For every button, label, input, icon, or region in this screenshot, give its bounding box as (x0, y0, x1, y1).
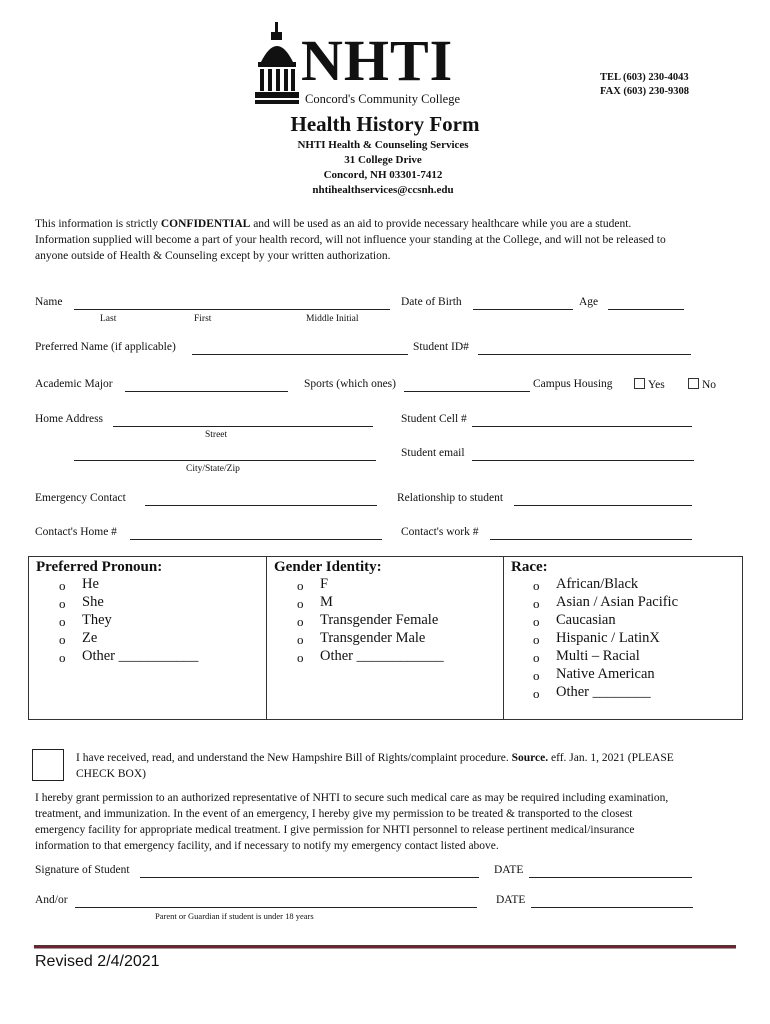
gender-column: Gender Identity: o F o M o Transgender Female o Transgender Male o Other ____________ (266, 557, 504, 719)
race-option[interactable]: Native American (556, 666, 655, 682)
intro-paragraph: This information is strictly CONFIDENTIAL and will be used as an aid to provide necessary healthcare while you are a student. Information supplied will become a part of your health record, will not influence your standing at the College, and will not be released to anyone outside of Health & Counseling except by your written authorization. (35, 218, 666, 262)
guardian-caption: Parent or Guardian if student is under 18 years (155, 911, 314, 921)
gender-title: Gender Identity: (274, 559, 382, 575)
guardian-signature-field[interactable] (75, 907, 477, 908)
dob-field[interactable] (473, 309, 573, 310)
contact-work-field[interactable] (490, 539, 692, 540)
academic-major-field[interactable] (125, 391, 288, 392)
student-date-field[interactable] (529, 877, 692, 878)
race-option[interactable]: Other ________ (556, 684, 651, 700)
guardian-date-field[interactable] (531, 907, 693, 908)
emergency-contact-label: Emergency Contact (35, 492, 126, 504)
street-field[interactable] (113, 426, 373, 427)
pronoun-option[interactable]: Ze (82, 630, 98, 646)
race-option[interactable]: Asian / Asian Pacific (556, 594, 679, 610)
name-first-caption: First (194, 314, 212, 324)
identity-table (28, 556, 743, 720)
tel-number: TEL (603) 230-4043 (600, 72, 689, 83)
relationship-field[interactable] (514, 505, 692, 506)
pronoun-title: Preferred Pronoun: (36, 559, 163, 575)
student-date-label: DATE (494, 864, 524, 876)
fax-number: FAX (603) 230-9308 (600, 86, 690, 97)
age-field[interactable] (608, 309, 684, 310)
preferred-name-label: Preferred Name (if applicable) (35, 341, 176, 353)
name-label: Name (35, 296, 63, 308)
name-field[interactable] (74, 309, 390, 310)
pronoun-column: Preferred Pronoun: o He o She o They o Ze o Other ___________ (29, 557, 267, 719)
housing-yes-option[interactable]: Yes (634, 378, 665, 391)
race-option[interactable]: Multi – Racial (556, 648, 640, 664)
pronoun-option[interactable]: He (82, 576, 99, 592)
student-id-field[interactable] (478, 354, 691, 355)
student-signature-label: Signature of Student (35, 864, 130, 876)
address-line: NHTI Health & Counseling Services (297, 139, 469, 151)
address-line: Concord, NH 03301-7412 (323, 169, 443, 181)
dob-label: Date of Birth (401, 296, 462, 308)
city-state-zip-field[interactable] (74, 460, 376, 461)
academic-major-label: Academic Major (35, 378, 113, 390)
revised-date: Revised 2/4/2021 (35, 953, 160, 970)
footer-divider (34, 945, 736, 949)
permission-paragraph: I hereby grant permission to an authorized representative of NHTI to secure such medical care as may be required including examination, treatment, and immunization. In the event of an emergency, I hereby give my permission to be treated & transported to the closest emergency facility for appropriate medical treatment. I give permission for NHTI personnel to release pertinent medical/insurance information to that emergency facility, and if necessary to notify my emergency contact listed above. (35, 792, 669, 852)
name-last-caption: Last (100, 314, 117, 324)
campus-housing-label: Campus Housing (533, 378, 613, 390)
gender-option[interactable]: M (320, 594, 333, 610)
home-address-label: Home Address (35, 413, 104, 425)
emergency-contact-field[interactable] (145, 505, 377, 506)
race-column: Race: o African/Black o Asian / Asian Pacific o Caucasian o Hispanic / LatinX o Multi – Racial o Native American o Other ________ (511, 559, 679, 701)
pronoun-option[interactable]: They (82, 612, 112, 628)
student-signature-field[interactable] (140, 877, 479, 878)
race-option[interactable]: Hispanic / LatinX (556, 630, 660, 646)
student-cell-field[interactable] (472, 426, 692, 427)
no-checkbox[interactable] (688, 378, 699, 389)
pronoun-option[interactable]: She (82, 594, 104, 610)
age-label: Age (579, 296, 599, 308)
race-title: Race: (511, 559, 548, 575)
student-cell-label: Student Cell # (401, 413, 467, 425)
gender-option[interactable]: Transgender Female (320, 612, 439, 628)
andor-label: And/or (35, 894, 68, 906)
student-id-label: Student ID# (413, 341, 469, 353)
bill-of-rights-checkbox[interactable] (32, 749, 64, 781)
bill-of-rights-text: I have received, read, and understand the New Hampshire Bill of Rights/complaint procedure. Source. eff. Jan. 1, 2021 (PLEASE CHECK BOX) (76, 752, 674, 780)
race-option[interactable]: Caucasian (556, 612, 616, 628)
gender-option[interactable]: Transgender Male (320, 630, 426, 646)
address-block (283, 138, 483, 198)
gender-option[interactable]: Other ____________ (320, 648, 444, 664)
pronoun-option[interactable]: Other ___________ (82, 648, 199, 664)
contact-home-field[interactable] (130, 539, 382, 540)
street-caption: Street (205, 430, 228, 440)
city-state-zip-caption: City/State/Zip (186, 464, 240, 474)
gender-option[interactable]: F (320, 576, 329, 592)
sports-label: Sports (which ones) (304, 378, 396, 390)
sports-field[interactable] (404, 391, 530, 392)
guardian-date-label: DATE (496, 894, 526, 906)
race-option[interactable]: African/Black (556, 576, 639, 592)
address-line: 31 College Drive (344, 154, 422, 166)
contact-home-label: Contact's Home # (35, 526, 117, 538)
address-email: nhtihealthservices@ccsnh.edu (312, 184, 454, 196)
building-dome-icon (255, 22, 299, 106)
preferred-name-field[interactable] (192, 354, 408, 355)
nhti-logo (255, 22, 485, 108)
name-middle-caption: Middle Initial (306, 314, 359, 324)
relationship-label: Relationship to student (397, 492, 504, 504)
student-email-label: Student email (401, 447, 465, 459)
housing-no-option[interactable]: No (688, 378, 716, 391)
logo-tagline: Concord's Community College (305, 92, 461, 106)
yes-checkbox[interactable] (634, 378, 645, 389)
contact-work-label: Contact's work # (401, 526, 479, 538)
logo-wordmark: NHTI (301, 28, 454, 93)
page-title: Health History Form (290, 112, 480, 136)
student-email-field[interactable] (472, 460, 694, 461)
